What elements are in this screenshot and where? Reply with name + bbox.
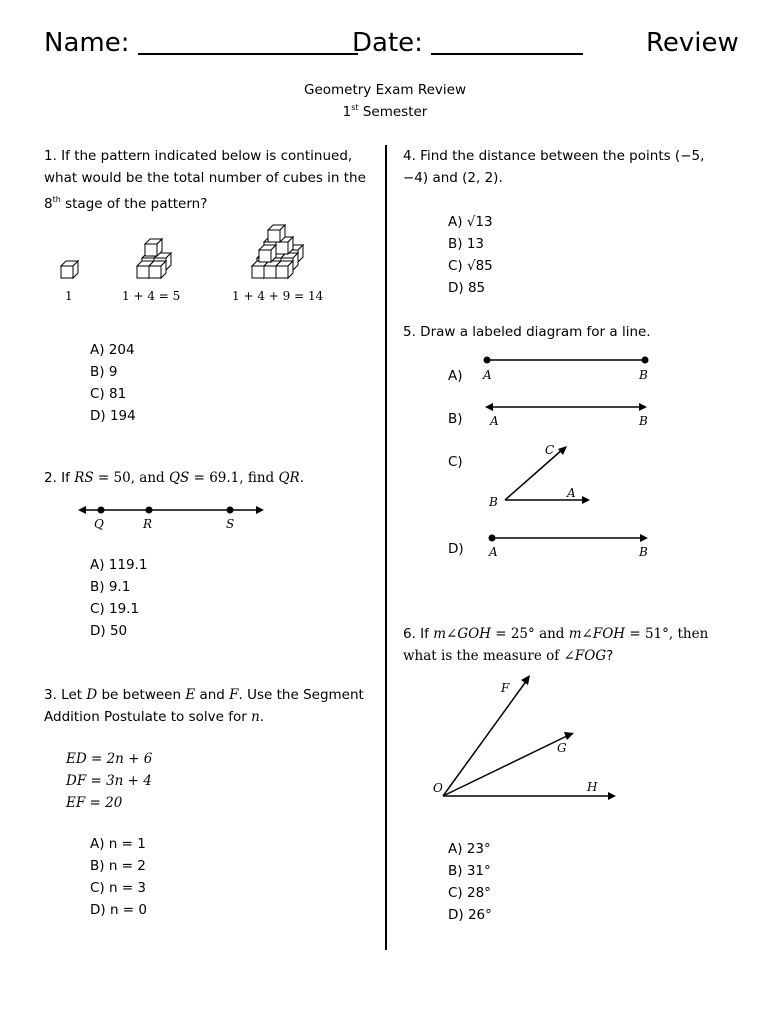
question-1-text [44,145,374,215]
review-label: Review [646,28,739,58]
q5-d-label-b: B [639,545,648,559]
q2-choice-c[interactable]: C) 19.1 [90,601,140,617]
q6-choice-c[interactable]: C) 28° [448,885,491,901]
q3-choice-c[interactable]: C) n = 3 [90,880,147,896]
q3-choice-b[interactable]: B) n = 2 [90,858,146,874]
label-r: R [143,517,153,531]
q6-choices [448,838,492,926]
q2-choice-d[interactable]: D) 50 [90,623,128,639]
stage-1-cubes [61,261,78,278]
label-q: Q [94,517,104,531]
q6-eq2: = 51°, then what is the measure of [403,626,709,664]
stage-2-cubes [137,239,171,278]
question-6-text [403,623,723,667]
q2-var-rs: RS [74,470,94,486]
caption-stage-2: 1 + 4 = 5 [122,289,181,303]
q1-text-b: stage of the pattern? [60,196,208,212]
q5-choice-a-letter[interactable]: A) [448,368,463,384]
cube-pattern-figure [40,222,340,312]
q4-choices [448,211,493,299]
q6-label-o: O [433,781,443,795]
semester-num: 1 [342,104,352,120]
q3-equation-df: DF = 3n + 4 [66,773,152,789]
caption-stage-3: 1 + 4 + 9 = 14 [232,289,324,303]
ray-of [443,680,527,796]
q1-choice-d[interactable]: D) 194 [90,408,136,424]
q5-b-label-b: B [639,414,648,428]
q2-choice-b[interactable]: B) 9.1 [90,579,131,595]
q5-c-label-c: C [545,443,555,457]
q5-choice-c-letter[interactable]: C) [448,454,463,470]
q5-c-label-b: B [489,495,498,509]
q5-diagrams [475,350,665,565]
question-2-text [44,467,374,489]
point-q [98,507,105,514]
q6-choice-b[interactable]: B) 31° [448,863,491,879]
q3-var-d: D [86,687,98,703]
date-label: Date: [352,28,423,58]
name-blank[interactable] [138,29,358,55]
column-divider [385,145,387,950]
q6-end: ? [606,648,614,664]
label-s: S [226,517,235,531]
q5-diagram-d-ray [488,534,648,559]
q5-diagram-c-angle [488,443,590,509]
q3-equation-ed: ED = 2n + 6 [66,751,153,767]
semester-word: Semester [362,104,428,120]
name-field-line[interactable] [44,28,358,58]
q5-a-label-b: B [639,368,648,382]
q6-label-h: H [587,780,598,794]
q3-mid2: and [195,687,230,703]
q1-choice-b[interactable]: B) 9 [90,364,118,380]
page-title: Geometry Exam Review [303,82,466,98]
q5-diagram-a-segment [482,357,649,383]
q4-choice-c[interactable]: C) √85 [448,258,493,274]
q2-eq1: = 50, and [93,470,169,486]
q3-var-n: n [251,709,260,725]
semester-sup: st [351,103,359,112]
point-s [227,507,234,514]
semester-line [0,103,770,120]
q3-var-e: E [185,687,196,703]
q2-choices [90,554,147,642]
q6-m-goh: m∠GOH [433,626,491,642]
q4-choice-a[interactable]: A) √13 [448,214,493,230]
q3-choice-d[interactable]: D) n = 0 [90,902,147,918]
q4-choice-b[interactable]: B) 13 [448,236,484,252]
q3-equation-ef: EF = 20 [66,795,123,811]
q6-label-g: G [557,741,567,755]
q1-text-sup: th [52,195,61,204]
q2-var-qs: QS [168,470,190,486]
q3-equations [66,748,152,814]
q6-m-foh: m∠FOH [568,626,626,642]
q6-eq1: = 25° and [490,626,569,642]
q2-end: . [299,470,304,486]
q5-b-label-a: A [490,414,499,428]
q3-var-f: F [229,687,239,703]
q5-choice-d-letter[interactable]: D) [448,541,464,557]
question-5-text: 5. Draw a labeled diagram for a line. [403,324,651,340]
q5-a-label-a: A [483,368,492,382]
q1-text-a: 1. If the pattern indicated below is continued, what would be the total number of cubes in the 8 [44,148,366,212]
q3-choices [90,833,147,921]
date-blank[interactable] [431,29,583,55]
q1-choices [90,339,136,427]
q5-diagram-b-line [485,403,648,428]
q6-angle-diagram [425,668,625,808]
q6-label-f: F [501,681,510,695]
q3-pre: 3. Let [44,687,87,703]
q2-eq2: = 69.1, find [189,470,279,486]
q6-m-fog: ∠FOG [563,648,607,664]
q2-var-qr: QR [278,470,300,486]
q4-choice-d[interactable]: D) 85 [448,280,486,296]
date-field-line[interactable] [352,28,583,58]
q2-line-diagram [70,498,280,538]
q6-choice-d[interactable]: D) 26° [448,907,492,923]
question-4-text: 4. Find the distance between the points (−5, −4) and (2, 2). [403,148,705,186]
question-3-text [44,684,374,728]
q2-pre: 2. If [44,470,75,486]
ray-og [443,735,569,796]
q3-end: . [259,709,265,725]
q5-d-label-a: A [489,545,498,559]
q1-choice-c[interactable]: C) 81 [90,386,127,402]
q3-mid1: be between [97,687,186,703]
q5-choice-b-letter[interactable]: B) [448,411,463,427]
point-r [146,507,153,514]
caption-stage-1: 1 [65,289,73,303]
q3-choice-a[interactable]: A) n = 1 [90,836,146,852]
q1-choice-a[interactable]: A) 204 [90,342,135,358]
q3-mid3: . Use the Segment Addition Postulate to solve for [44,687,364,725]
q2-choice-a[interactable]: A) 119.1 [90,557,148,573]
q6-pre: 6. If [403,626,434,642]
stage-3-cubes [252,225,303,278]
q6-choice-a[interactable]: A) 23° [448,841,491,857]
name-label: Name: [44,28,130,58]
q5-c-label-a: A [567,486,576,500]
